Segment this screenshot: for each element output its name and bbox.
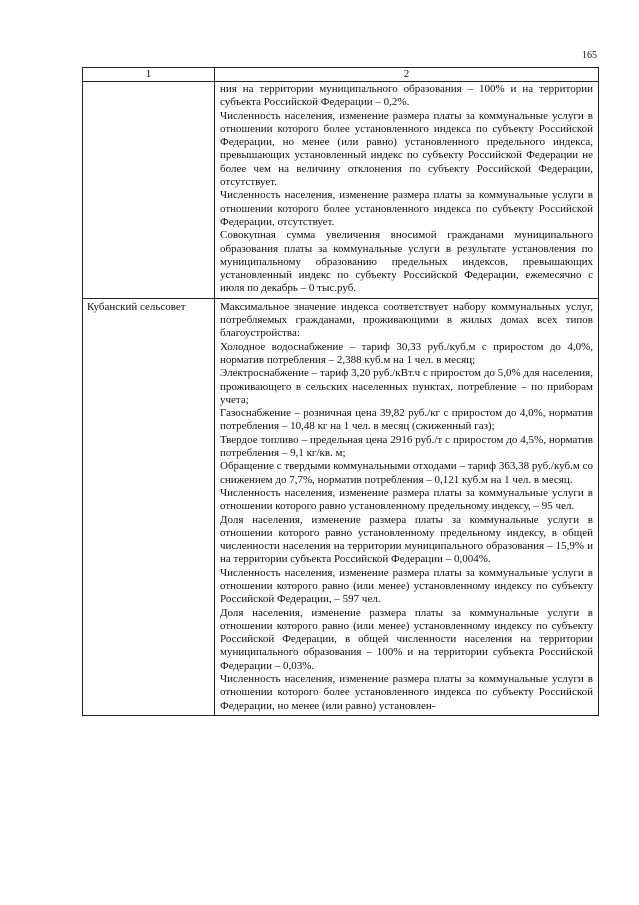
paragraph: Численность населения, изменение размера платы за коммунальные услуги в отношении которого равно установленному предельному индексу, – 95 чел. xyxy=(220,486,593,513)
document-table xyxy=(82,67,599,716)
paragraph: Твердое топливо – предельная цена 2916 руб./т с приростом до 4,5%, норматив потребления – 9,1 кг/кв. м; xyxy=(220,433,593,460)
paragraph: Численность населения, изменение размера платы за коммунальные услуги в отношении которого равно (или менее) установленному индексу по субъекту Российской Федерации, – 597 чел. xyxy=(220,566,593,606)
paragraph: Максимальное значение индекса соответствует набору коммунальных услуг, потребляемых гражданами, проживающими в жилых домах всех типов благоустройства: xyxy=(220,300,593,340)
paragraph: Численность населения, изменение размера платы за коммунальные услуги в отношении которого более установленного индекса по субъекту Российской Федерации, но менее (или равно) установлен- xyxy=(220,673,593,712)
column-header: 1 xyxy=(83,68,215,82)
region-cell xyxy=(83,82,215,299)
column-header: 2 xyxy=(215,68,599,82)
paragraph: Совокупная сумма увеличения вносимой гражданами муниципального образования платы за коммунальные услуги в результате установления по муниципальному образованию предельных индексов, превышающих установленный индекс по субъекту Российской Федерации, ежемесячно с июля по декабрь – 0 тыс.руб. xyxy=(220,229,593,295)
paragraph: Численность населения, изменение размера платы за коммунальные услуги в отношении которого более установленного индекса по субъекту Российской Федерации, но менее (или равно) установленного предельного индекса, превышающих установленный индекс по субъекту Российской Федерации не более чем на величину отклонения по субъекту Российской Федерации, отсутствует. xyxy=(220,109,593,189)
description-cell xyxy=(215,82,599,299)
region-cell: Кубанский сельсовет xyxy=(83,298,215,715)
paragraph: Холодное водоснабжение – тариф 30,33 руб./куб.м с приростом до 4,0%, норматив потребления – 2,388 куб.м на 1 чел. в месяц; xyxy=(220,340,593,366)
page-number: 165 xyxy=(582,50,597,61)
paragraph: Электроснабжение – тариф 3,20 руб./кВт.ч с приростом до 5,0% для населения, проживающего в сельских населенных пунктах, потребление – по приборам учета; xyxy=(220,367,593,406)
paragraph: Доля населения, изменение размера платы за коммунальные услуги в отношении которого равно установленному предельному индексу, в общей численности населения на территории муниципального образования – 15,9% и на территории субъекта Российской Федерации – 0,004%. xyxy=(220,513,593,566)
paragraph: ния на территории муниципального образования – 100% и на территории субъекта Российской Федерации – 0,2%. xyxy=(220,83,593,109)
table-row xyxy=(83,298,599,715)
paragraph: Обращение с твердыми коммунальными отходами – тариф 363,38 руб./куб.м со снижением до 7,7%, норматив потребления – 0,121 куб.м на 1 чел. в месяц. xyxy=(220,460,593,486)
description-cell xyxy=(215,298,599,715)
paragraph: Газоснабжение – розничная цена 39,82 руб./кг с приростом до 4,0%, норматив потребления – 10,48 кг на 1 чел. в месяц (сжиженный газ); xyxy=(220,407,593,433)
paragraph: Численность населения, изменение размера платы за коммунальные услуги в отношении которого более установленного индекса по субъекту Российской Федерации, отсутствует. xyxy=(220,189,593,228)
table-header-row xyxy=(83,68,599,82)
table-row xyxy=(83,82,599,299)
paragraph: Доля населения, изменение размера платы за коммунальные услуги в отношении которого равно (или менее) установленному индексу по субъекту Российской Федерации, в общей численности населения на территории муниципального образования – 100% и на территории субъекта Российской Федерации – 0,03%. xyxy=(220,606,593,672)
